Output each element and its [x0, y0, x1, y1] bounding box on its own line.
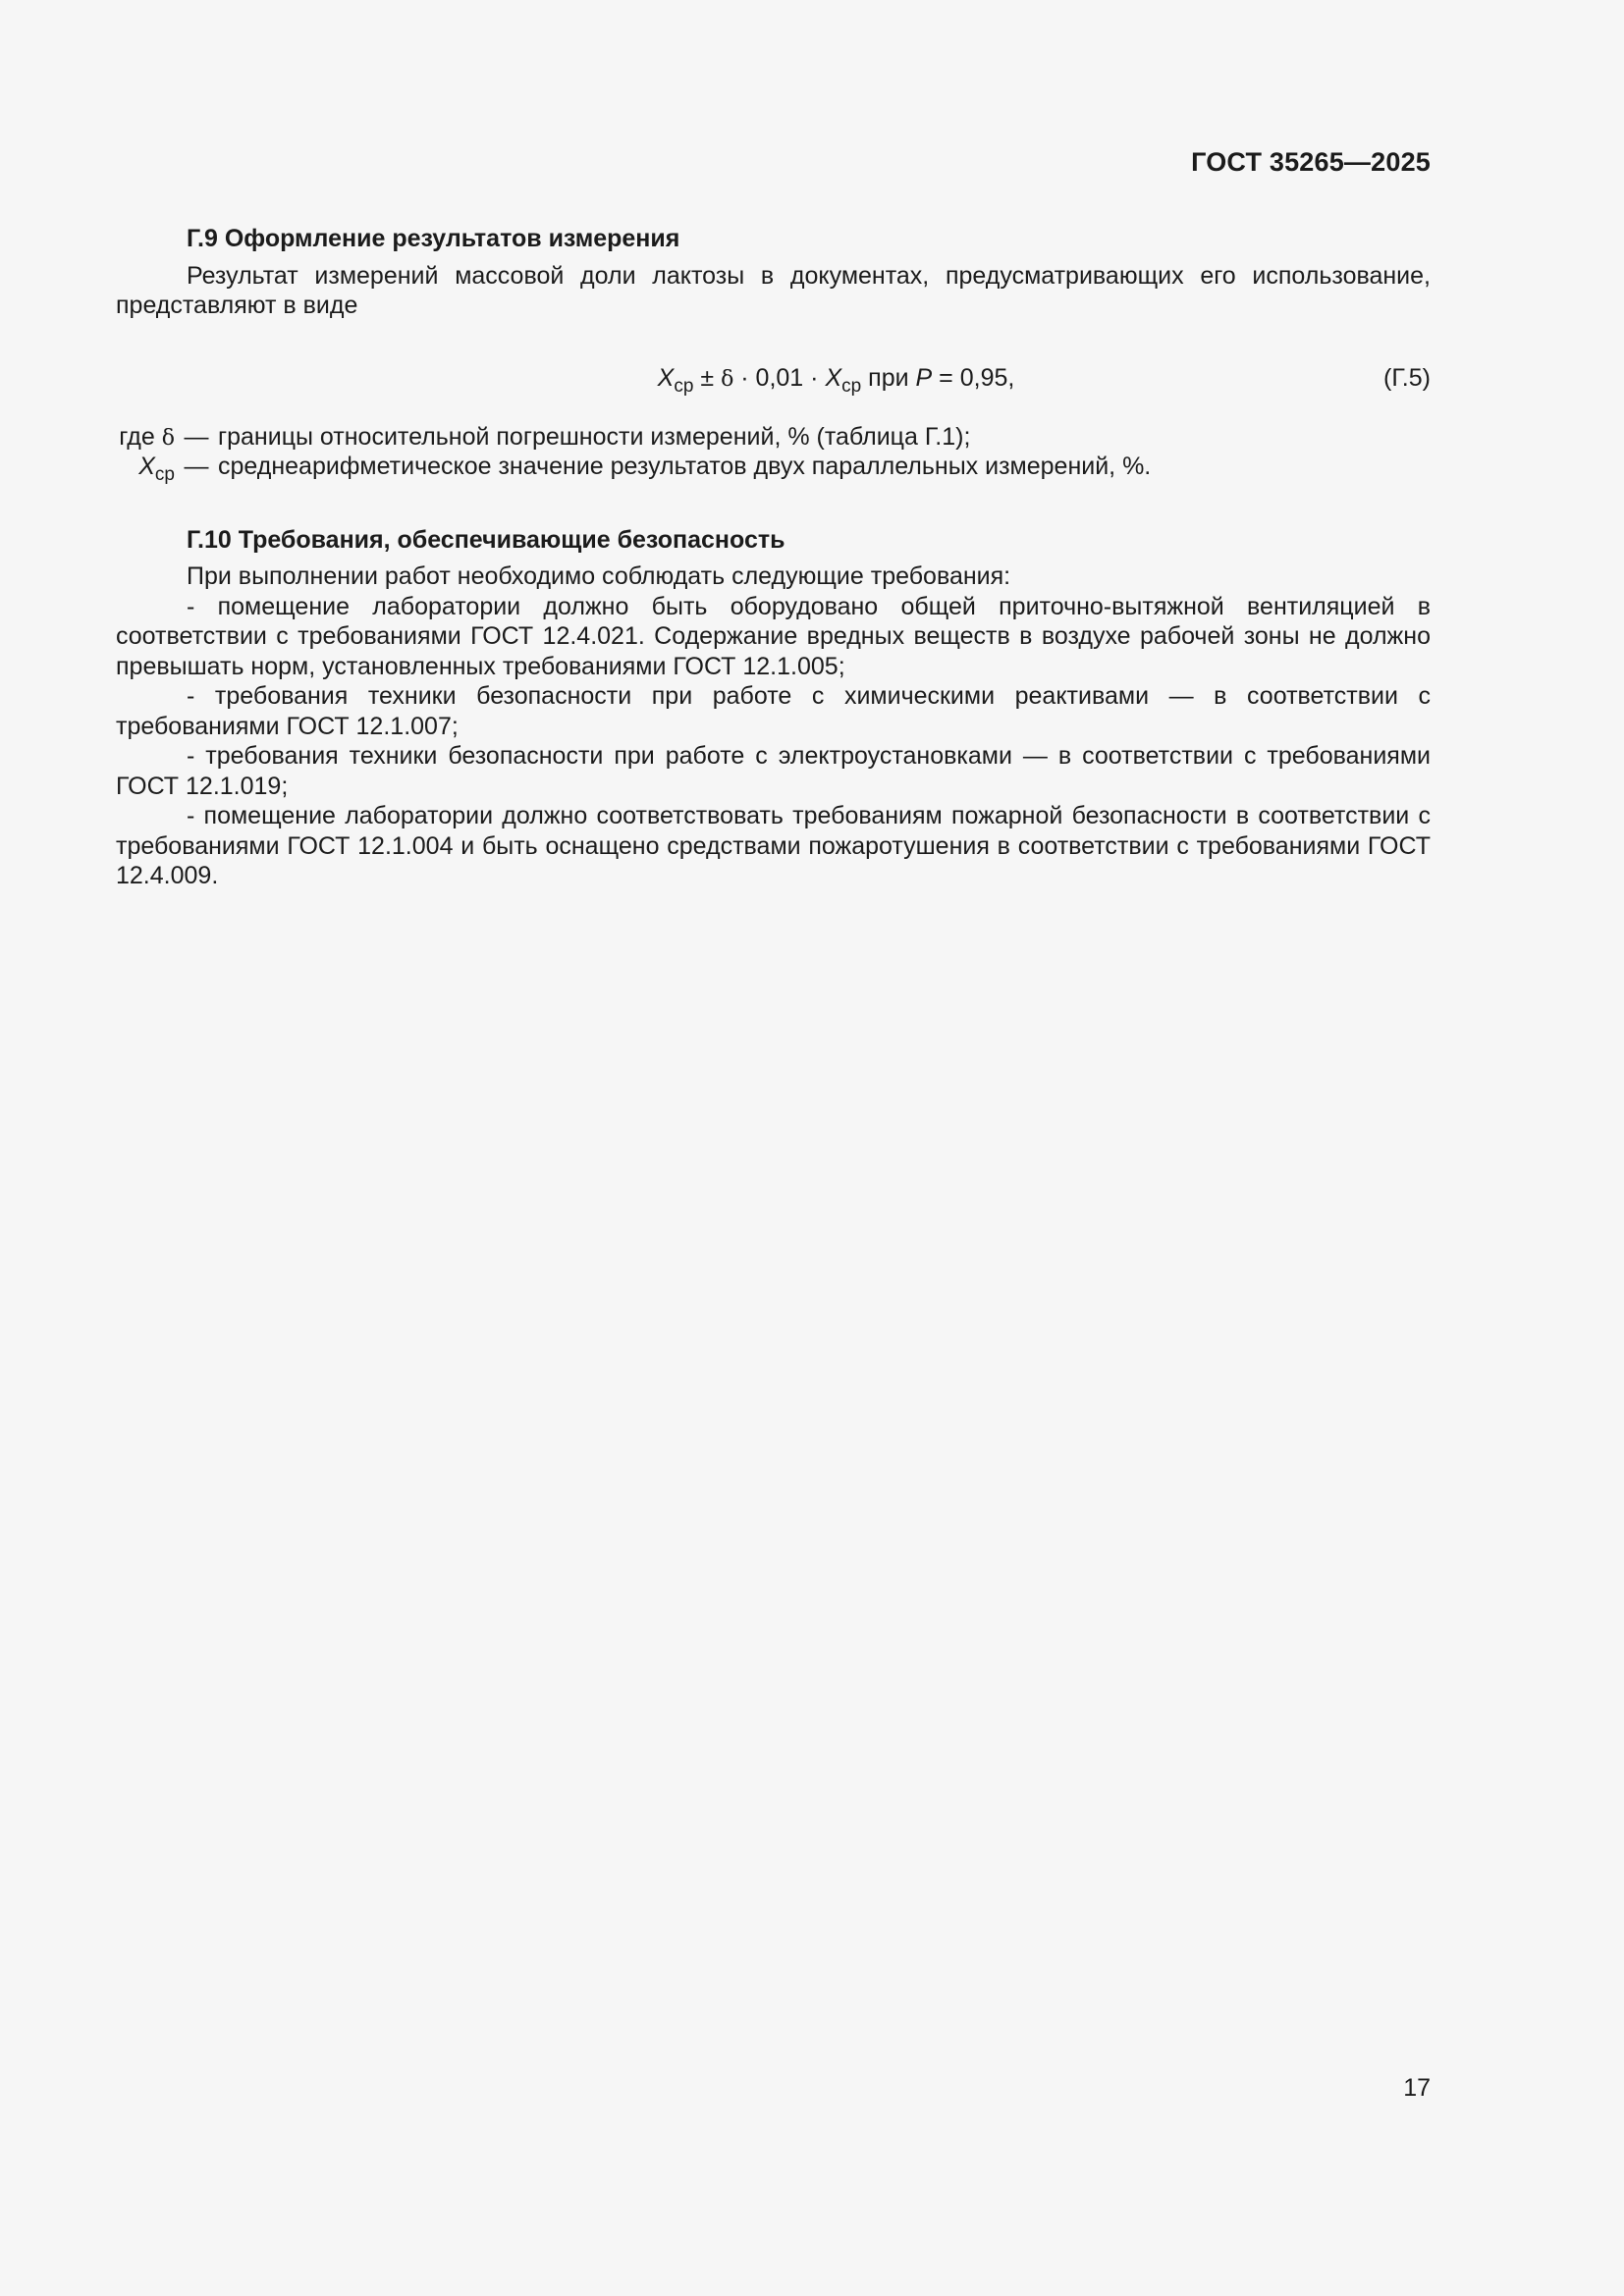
where-row-xcp	[116, 452, 1431, 485]
formula-coef: 0,01	[755, 363, 804, 392]
section-heading-g10: Г.10 Требования, обеспечивающие безопасность	[187, 525, 785, 554]
formula-equals: = 0,95,	[939, 363, 1015, 392]
where-key-word: где	[119, 422, 155, 451]
formula-var-p: P	[915, 363, 933, 392]
where-list	[116, 422, 1431, 485]
where-text-delta: границы относительной погрешности измерений, % (таблица Г.1);	[218, 422, 971, 451]
where-row-delta	[116, 422, 1431, 453]
where-key-delta	[116, 422, 175, 454]
formula-sub-cp-2: ср	[841, 375, 862, 397]
requirement-item: - требования техники безопасности при работе с электроустановками — в соответствии с требованиями ГОСТ 12.1.019;	[116, 742, 1431, 800]
formula-var-x-2: X	[825, 363, 842, 392]
formula-number: (Г.5)	[1383, 363, 1431, 392]
requirement-item: - требования техники безопасности при работе с химическими реактивами — в соответствии с требованиями ГОСТ 12.1.007;	[116, 682, 1431, 740]
section-heading-g9: Г.9 Оформление результатов измерения	[187, 225, 680, 252]
formula-var-x: X	[657, 363, 675, 392]
formula-g5	[116, 363, 1431, 396]
requirement-item: - помещение лаборатории должно быть оборудовано общей приточно-вытяжной вентиляцией в соответствии с требованиями ГОСТ 12.4.021. Содержание вредных веществ в воздухе рабочей зоны не должно превышать норм, установленных требованиями ГОСТ 12.1.005;	[116, 592, 1431, 680]
document-code: ГОСТ 35265—2025	[1191, 147, 1431, 177]
formula-row	[116, 363, 1431, 402]
section-g10-intro: При выполнении работ необходимо соблюдать следующие требования:	[187, 562, 1011, 590]
formula-sub-cp: ср	[674, 375, 694, 397]
formula-delta: δ	[721, 366, 734, 392]
where-key-xcp	[116, 452, 175, 485]
formula-dot: ·	[740, 363, 749, 392]
formula-pri: при	[868, 363, 909, 392]
formula-plus-minus: ±	[700, 363, 715, 392]
where-key-var: X	[138, 453, 155, 480]
formula-dot-2: ·	[810, 363, 819, 392]
where-dash: —	[184, 453, 209, 480]
requirement-item: - помещение лаборатории должно соответствовать требованиям пожарной безопасности в соответствии с требованиями ГОСТ 12.1.004 и быть оснащено средствами пожаротушения в соответствии с требованиями ГОСТ 12.4.009.	[116, 802, 1431, 889]
page-content	[116, 224, 1431, 891]
where-dash: —	[184, 422, 209, 451]
where-key-symbol: δ	[161, 425, 175, 451]
where-key-sub: ср	[154, 464, 175, 485]
section-g9-paragraph: Результат измерений массовой доли лактозы в документах, предусматривающих его использование, представляют в виде	[116, 261, 1431, 319]
where-text-xcp: среднеарифметическое значение результатов двух параллельных измерений, %.	[218, 453, 1152, 480]
page-number: 17	[1403, 2074, 1431, 2102]
